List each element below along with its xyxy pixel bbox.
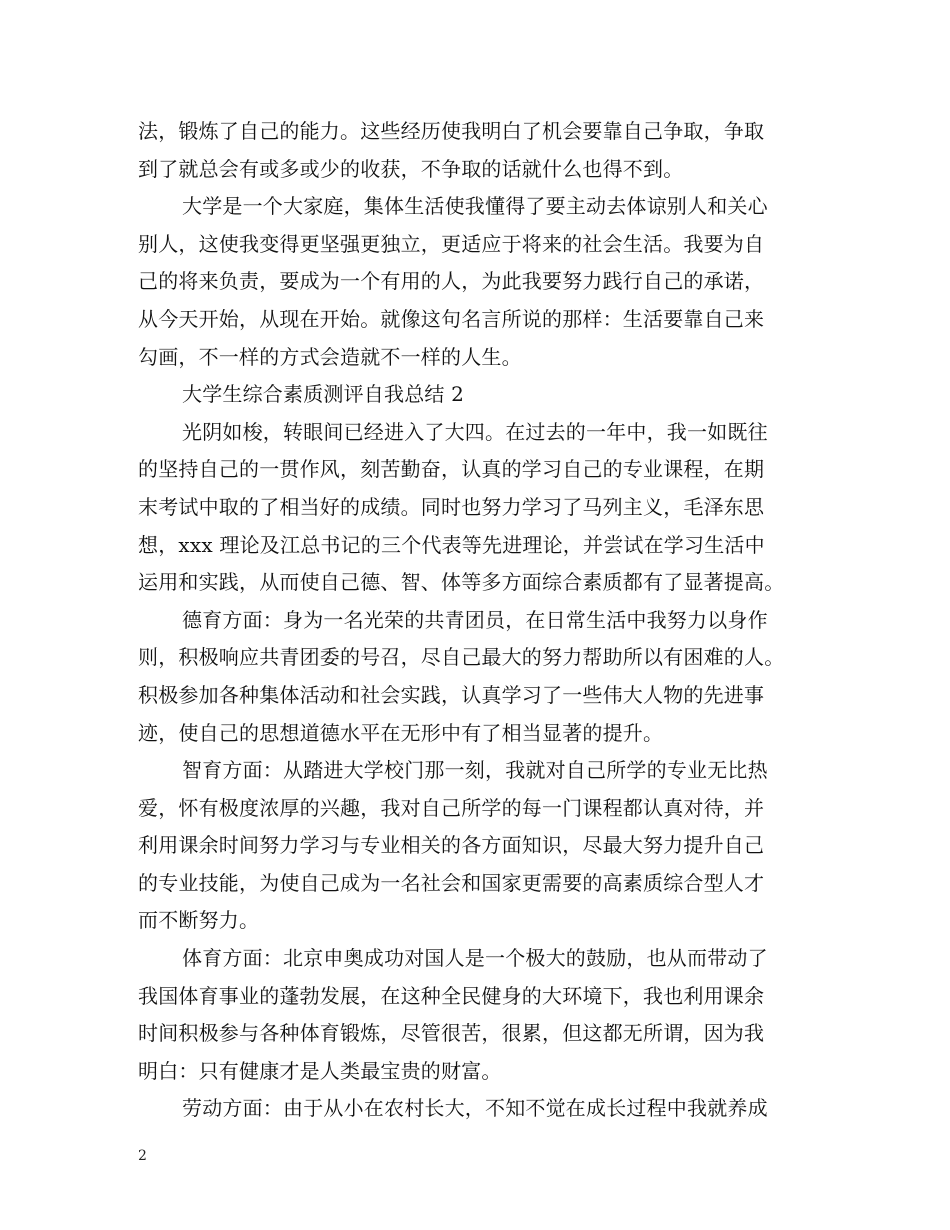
text-line: 运用和实践，从而使自己德、智、体等多方面综合素质都有了显著提高。 — [138, 570, 785, 595]
text-line: 明白：只有健康才是人类最宝贵的财富。 — [138, 1058, 502, 1083]
text-line: 劳动方面：由于从小在农村长大，不知不觉在成长过程中我就养成 — [182, 1096, 768, 1121]
text-line: 到了就总会有或多或少的收获，不争取的话就什么也得不到。 — [138, 156, 684, 181]
text-line: 光阴如梭，转眼间已经进入了大四。在过去的一年中，我一如既往 — [182, 419, 768, 444]
text-line: 末考试中取的了相当好的成绩。同时也努力学习了马列主义，毛泽东思 — [138, 494, 765, 519]
text-line: 的坚持自己的一贯作风，刻苦勤奋，认真的学习自己的专业课程，在期 — [138, 457, 765, 482]
text-line: 别人，这使我变得更坚强更独立，更适应于将来的社会生活。我要为自 — [138, 231, 765, 256]
text-line: 爱，怀有极度浓厚的兴趣，我对自己所学的每一门课程都认真对待，并 — [138, 795, 765, 820]
text-line: 智育方面：从踏进大学校门那一刻，我就对自己所学的专业无比热 — [182, 758, 768, 783]
text-line: 体育方面：北京申奥成功对国人是一个极大的鼓励，也从而带动了 — [182, 946, 768, 971]
section-heading: 大学生综合素质测评自我总结 2 — [182, 382, 465, 407]
text-line: 则，积极响应共青团委的号召，尽自己最大的努力帮助所以有困难的人。 — [138, 645, 785, 670]
text-line: 德育方面：身为一名光荣的共青团员，在日常生活中我努力以身作 — [182, 607, 768, 632]
text-line: 积极参加各种集体活动和社会实践，认真学习了一些伟大人物的先进事 — [138, 682, 765, 707]
text-line: 己的将来负责，要成为一个有用的人，为此我要努力践行自己的承诺， — [138, 269, 765, 294]
text-line: 想，xxx 理论及江总书记的三个代表等先进理论，并尝试在学习生活中 — [138, 532, 765, 557]
text-line: 法，锻炼了自己的能力。这些经历使我明白了机会要靠自己争取，争取 — [138, 119, 765, 143]
text-line: 我国体育事业的蓬勃发展，在这种全民健身的大环境下，我也利用课余 — [138, 983, 765, 1008]
text-line: 利用课余时间努力学习与专业相关的各方面知识，尽最大努力提升自己 — [138, 833, 765, 858]
text-line: 而不断努力。 — [138, 908, 260, 933]
text-line: 勾画，不一样的方式会造就不一样的人生。 — [138, 344, 522, 369]
text-line: 迹，使自己的思想道德水平在无形中有了相当显著的提升。 — [138, 720, 664, 745]
document-body — [138, 113, 828, 1128]
text-line: 时间积极参与各种体育锻炼，尽管很苦，很累，但这都无所谓，因为我 — [138, 1021, 765, 1046]
text-line: 大学是一个大家庭，集体生活使我懂得了要主动去体谅别人和关心 — [182, 194, 768, 219]
text-line: 从今天开始，从现在开始。就像这句名言所说的那样：生活要靠自己来 — [138, 306, 765, 331]
text-line: 的专业技能，为使自己成为一名社会和国家更需要的高素质综合型人才 — [138, 870, 765, 895]
page-number: 2 — [138, 1148, 147, 1164]
